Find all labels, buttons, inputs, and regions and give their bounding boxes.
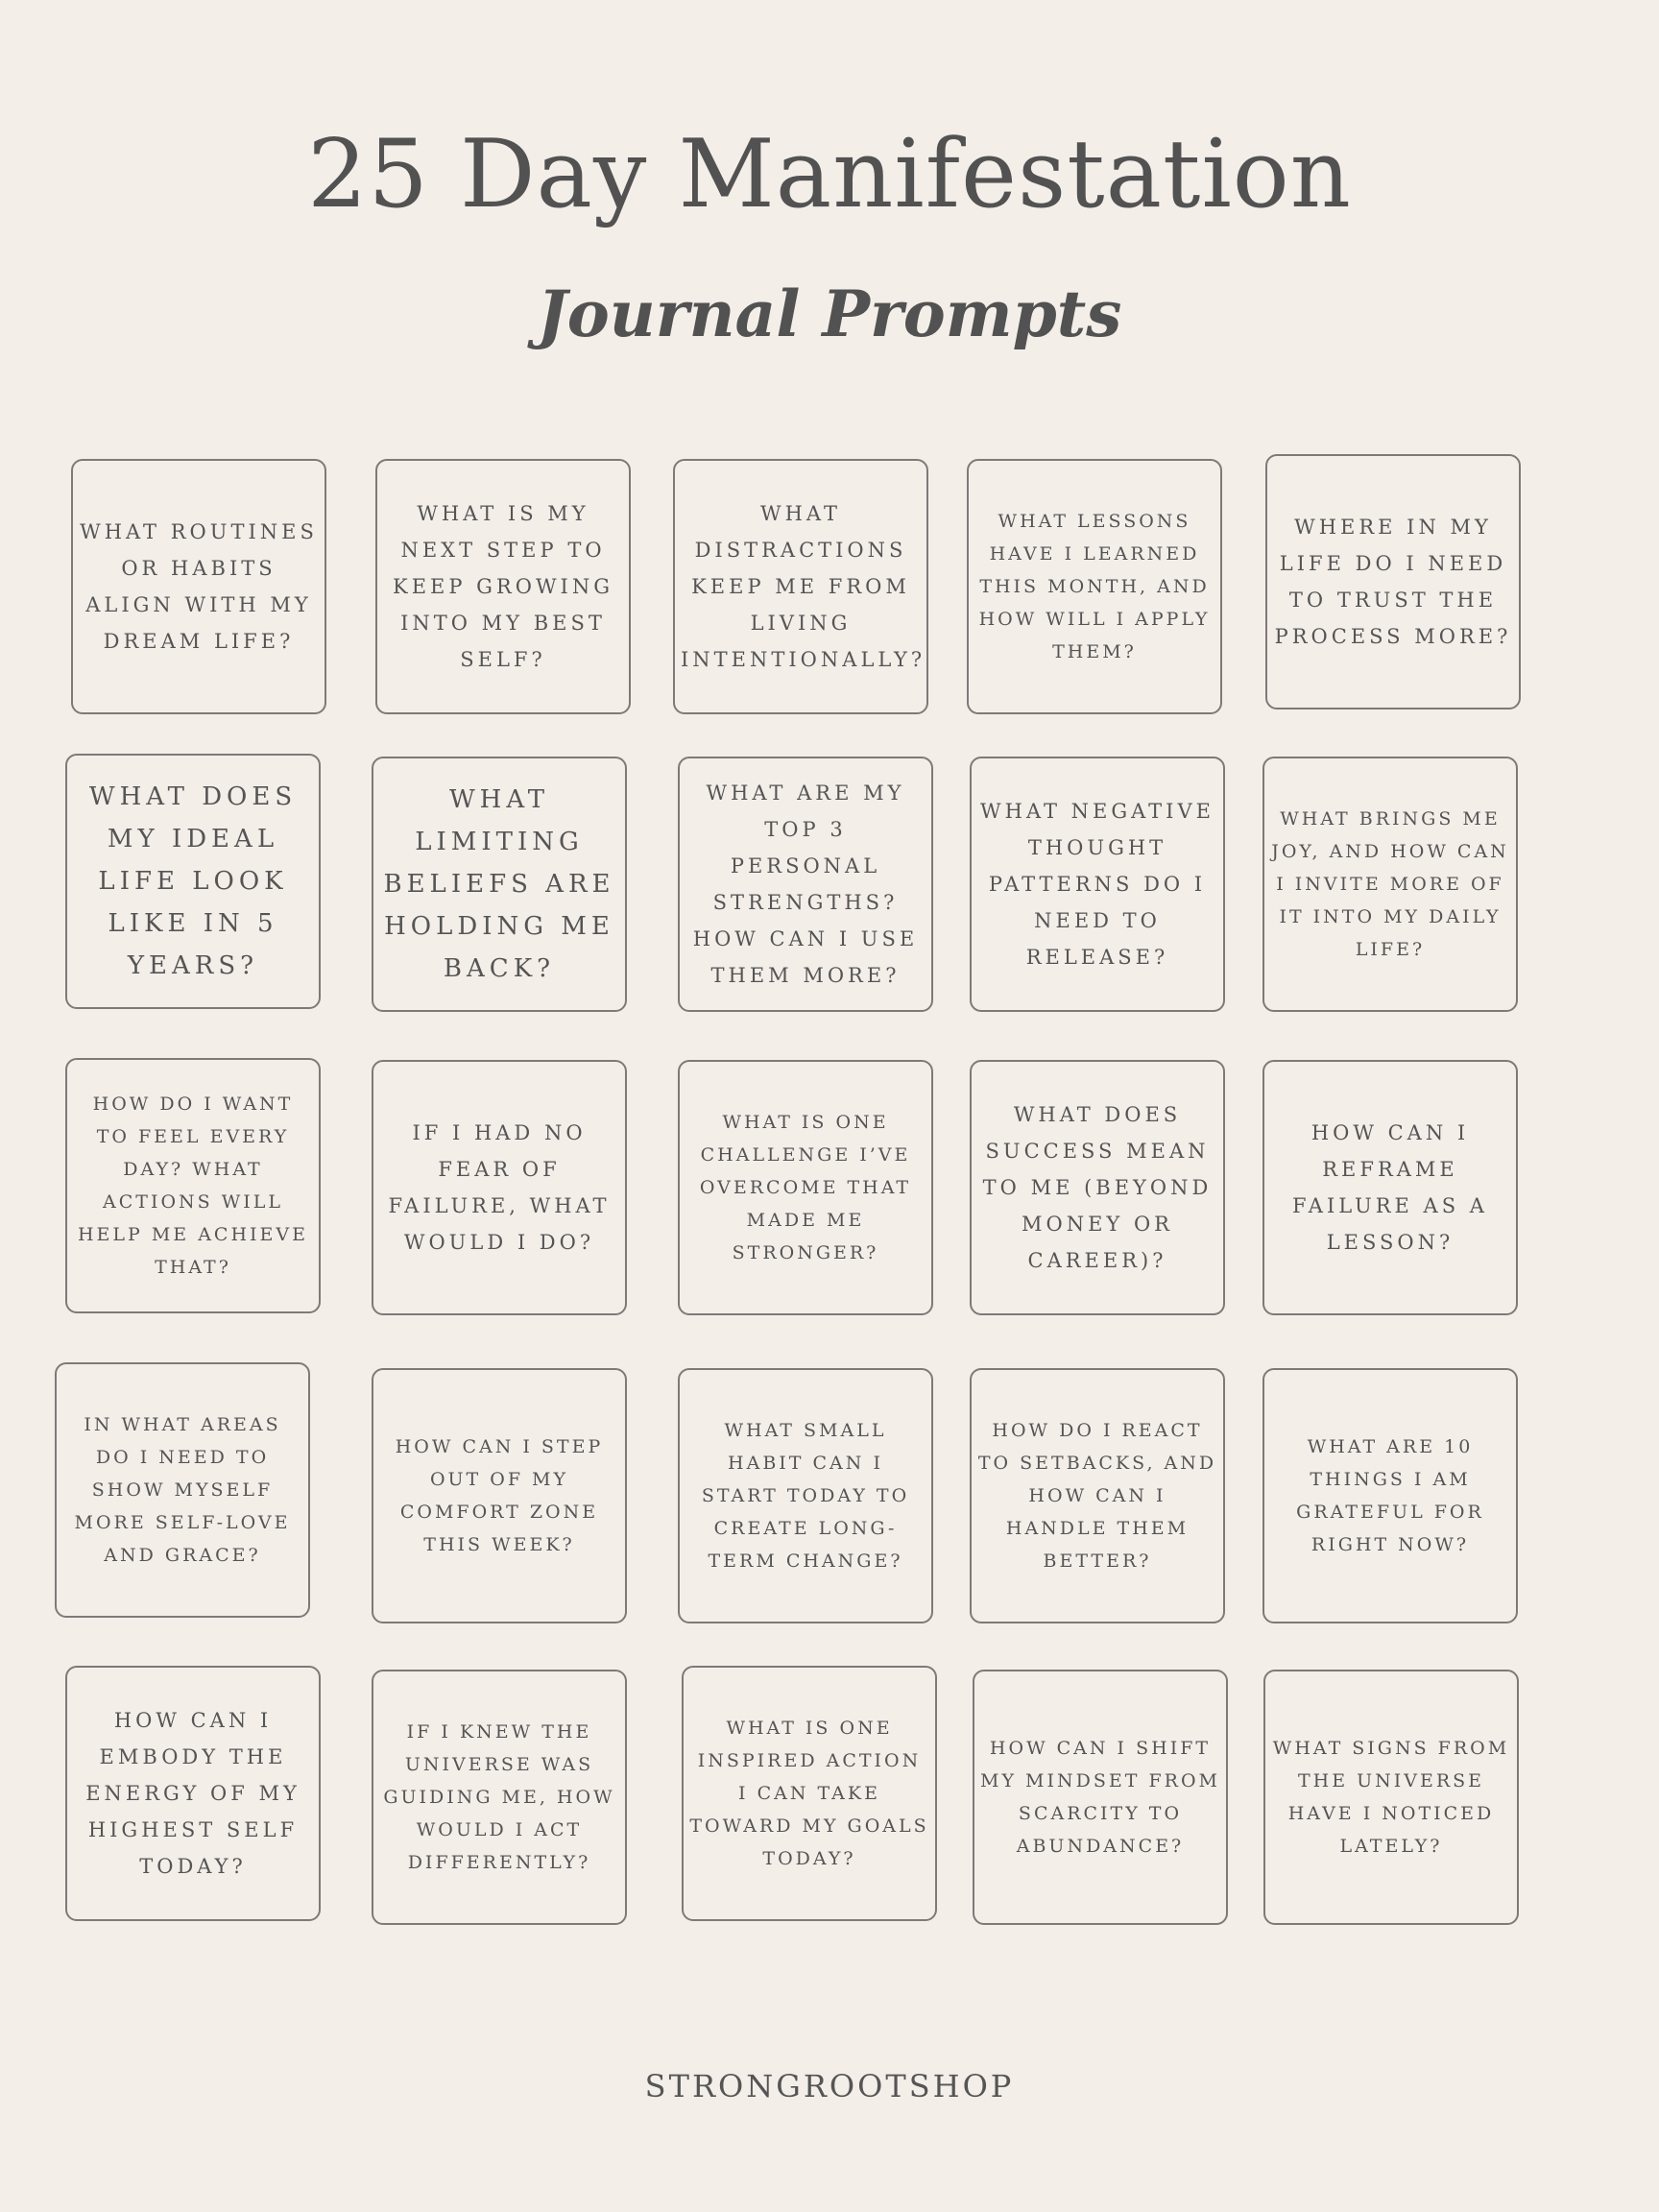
prompt-text-20: WHAT ARE 10 THINGS I AM GRATEFUL FOR RIGHT NOW? (1296, 1436, 1484, 1555)
prompt-card-23 (682, 1666, 937, 1921)
prompt-card-1 (71, 459, 326, 714)
prompt-card-17 (372, 1368, 627, 1623)
prompt-card-8 (678, 757, 933, 1012)
prompt-text-23: WHAT IS ONE INSPIRED ACTION I CAN TAKE TOWARD MY GOALS TODAY? (689, 1718, 929, 1869)
prompt-card-24 (973, 1670, 1228, 1925)
prompt-text-4: WHAT LESSONS HAVE I LEARNED THIS MONTH, AND HOW WILL I APPLY THEM? (978, 511, 1211, 662)
prompt-text-17: HOW CAN I STEP OUT OF MY COMFORT ZONE THIS WEEK? (395, 1436, 604, 1555)
prompt-text-11: HOW DO I WANT TO FEEL EVERY DAY? WHAT ACTIONS WILL HELP ME ACHIEVE THAT? (77, 1094, 309, 1278)
page-subtitle: Journal Prompts (537, 276, 1122, 351)
prompt-card-12 (372, 1060, 627, 1315)
prompt-card-15 (1262, 1060, 1518, 1315)
prompt-text-21: HOW CAN I EMBODY THE ENERGY OF MY HIGHEST SELF TODAY? (85, 1709, 301, 1878)
prompt-card-3 (673, 459, 928, 714)
prompt-card-22 (372, 1670, 627, 1925)
prompt-card-14 (970, 1060, 1225, 1315)
prompt-card-21 (65, 1666, 321, 1921)
prompt-card-7 (372, 757, 627, 1012)
prompt-card-4 (967, 459, 1222, 714)
prompt-text-6: WHAT DOES MY IDEAL LIFE LOOK LIKE IN 5 YEARS? (88, 782, 298, 980)
prompt-text-5: WHERE IN MY LIFE DO I NEED TO TRUST THE PROCESS MORE? (1274, 516, 1512, 648)
prompt-text-8: WHAT ARE MY TOP 3 PERSONAL STRENGTHS? HOW CAN I USE THEM MORE? (692, 781, 919, 987)
prompt-card-18 (678, 1368, 933, 1623)
prompt-card-9 (970, 757, 1225, 1012)
page-title: 25 Day Manifestation (307, 120, 1352, 229)
prompt-card-6 (65, 754, 321, 1009)
prompt-text-24: HOW CAN I SHIFT MY MINDSET FROM SCARCITY TO ABUNDANCE? (980, 1738, 1220, 1857)
prompt-text-25: WHAT SIGNS FROM THE UNIVERSE HAVE I NOTICED LATELY? (1272, 1738, 1510, 1857)
prompt-card-20 (1262, 1368, 1518, 1623)
prompt-card-2 (375, 459, 631, 714)
prompt-text-3: WHAT DISTRACTIONS KEEP ME FROM LIVING INTENTIONALLY? (681, 502, 926, 671)
prompt-text-13: WHAT IS ONE CHALLENGE I’VE OVERCOME THAT MADE ME STRONGER? (699, 1112, 912, 1263)
prompt-text-22: IF I KNEW THE UNIVERSE WAS GUIDING ME, HOW WOULD I ACT DIFFERENTLY? (383, 1721, 615, 1873)
prompt-text-7: WHAT LIMITING BELIEFS ARE HOLDING ME BACK? (383, 785, 615, 983)
prompt-text-2: WHAT IS MY NEXT STEP TO KEEP GROWING INTO MY BEST SELF? (393, 502, 613, 671)
prompt-text-12: IF I HAD NO FEAR OF FAILURE, WHAT WOULD I DO? (388, 1121, 611, 1254)
prompt-card-19 (970, 1368, 1225, 1623)
shop-name-footer: STRONGROOTSHOP (644, 2068, 1015, 2104)
prompt-text-18: WHAT SMALL HABIT CAN I START TODAY TO CREATE LONG-TERM CHANGE? (701, 1420, 910, 1572)
prompt-text-10: WHAT BRINGS ME JOY, AND HOW CAN I INVITE MORE OF IT INTO MY DAILY LIFE? (1271, 808, 1509, 960)
prompt-text-19: HOW DO I REACT TO SETBACKS, AND HOW CAN I HANDLE THEM BETTER? (977, 1420, 1217, 1572)
prompt-card-16 (55, 1362, 310, 1618)
prompt-text-1: WHAT ROUTINES OR HABITS ALIGN WITH MY DREAM LIFE? (80, 520, 318, 653)
prompt-text-14: WHAT DOES SUCCESS MEAN TO ME (BEYOND MONEY OR CAREER)? (982, 1103, 1213, 1272)
prompt-card-5 (1265, 454, 1521, 709)
prompt-card-13 (678, 1060, 933, 1315)
prompt-text-9: WHAT NEGATIVE THOUGHT PATTERNS DO I NEED TO RELEASE? (980, 800, 1214, 969)
prompt-card-25 (1263, 1670, 1519, 1925)
prompt-card-11 (65, 1058, 321, 1313)
prompt-text-16: IN WHAT AREAS DO I NEED TO SHOW MYSELF MORE SELF-LOVE AND GRACE? (74, 1414, 291, 1566)
prompt-text-15: HOW CAN I REFRAME FAILURE AS A LESSON? (1292, 1121, 1488, 1254)
prompt-card-10 (1262, 757, 1518, 1012)
